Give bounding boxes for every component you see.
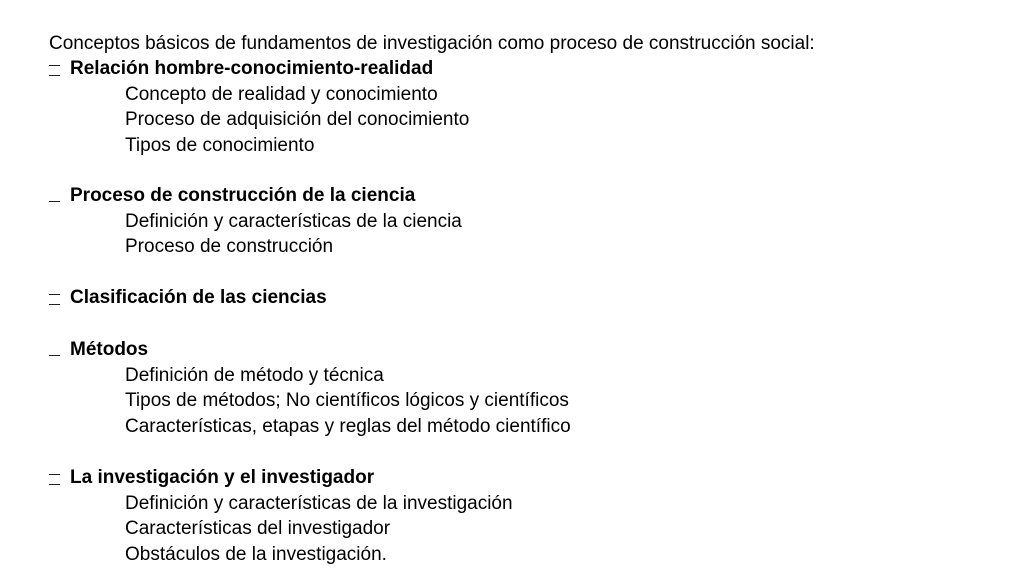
list-item: Concepto de realidad y conocimiento: [125, 83, 438, 105]
section-title: La investigación y el investigador: [70, 467, 375, 488]
slide-heading: Conceptos básicos de fundamentos de investigación como proceso de construcción social:: [49, 33, 815, 54]
list-item: Proceso de adquisición del conocimiento: [125, 109, 470, 130]
section-metodos: [49, 337, 1009, 439]
bullet-box-icon: [49, 474, 60, 485]
section-title: Relación hombre-conocimiento-realidad: [70, 58, 434, 79]
list-item: Definición y características de la investigación: [125, 492, 513, 514]
bullet-line-icon: [49, 193, 60, 202]
section-investigacion: [49, 465, 1009, 567]
list-item: Proceso de construcción: [125, 236, 334, 257]
section-title-row: [49, 285, 1009, 311]
list-item: Definición y características de la ciencia: [125, 210, 462, 232]
section-title-row: [49, 337, 1009, 363]
list-item: Tipos de métodos; No científicos lógicos y científicos: [125, 390, 569, 411]
bullet-box-icon: [49, 294, 60, 305]
list-item: Características, etapas y reglas del método científico: [125, 415, 571, 437]
bullet-line-icon: [49, 347, 60, 356]
section-relacion: [49, 56, 1009, 158]
section-title-row: [49, 183, 1009, 209]
list-item: Obstáculos de la investigación.: [125, 543, 387, 565]
section-title-row: [49, 56, 1009, 82]
list-item: Tipos de conocimiento: [125, 134, 315, 156]
section-title: Clasificación de las ciencias: [70, 287, 327, 308]
bullet-box-icon: [49, 65, 60, 76]
section-title: Proceso de construcción de la ciencia: [70, 185, 416, 206]
list-item: Características del investigador: [125, 518, 391, 539]
section-ciencia: [49, 183, 1009, 260]
section-title: Métodos: [70, 339, 149, 360]
section-title-row: [49, 465, 1009, 491]
list-item: Definición de método y técnica: [125, 364, 384, 386]
section-clasificacion: [49, 285, 1009, 311]
